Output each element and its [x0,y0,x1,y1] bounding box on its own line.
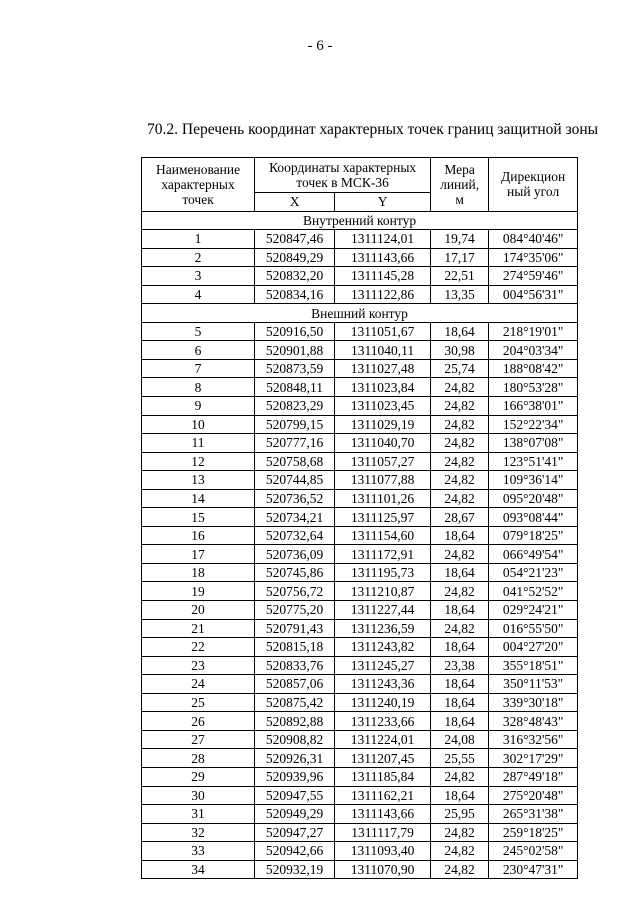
x-coordinate-cell: 520791,43 [255,619,335,638]
x-coordinate-cell: 520734,21 [255,508,335,527]
line-length-cell: 24,82 [431,434,489,453]
header-point-name: Наименование характерных точек [142,158,255,212]
table-row [142,285,578,304]
y-coordinate-cell: 1311124,01 [335,230,431,249]
line-length-cell: 24,82 [431,415,489,434]
x-coordinate-cell: 520848,11 [255,378,335,397]
point-number-cell: 26 [142,712,255,731]
direction-angle-cell: 016°55'50" [489,619,578,638]
direction-angle-cell: 328°48'43" [489,712,578,731]
direction-angle-cell: 316°32'56" [489,730,578,749]
direction-angle-cell: 218°19'01" [489,322,578,341]
y-coordinate-cell: 1311093,40 [335,842,431,861]
direction-angle-cell: 355°18'51" [489,656,578,675]
table-row [142,378,578,397]
point-number-cell: 25 [142,693,255,712]
table-row [142,823,578,842]
y-coordinate-cell: 1311243,82 [335,638,431,657]
line-length-cell: 18,64 [431,322,489,341]
direction-angle-cell: 109°36'14" [489,471,578,490]
line-length-cell: 18,64 [431,786,489,805]
y-coordinate-cell: 1311125,97 [335,508,431,527]
table-row [142,693,578,712]
line-length-cell: 28,67 [431,508,489,527]
direction-angle-cell: 095°20'48" [489,489,578,508]
line-length-cell: 19,74 [431,230,489,249]
x-coordinate-cell: 520916,50 [255,322,335,341]
direction-angle-cell: 188°08'42" [489,359,578,378]
table-row [142,805,578,824]
table-row [142,545,578,564]
x-coordinate-cell: 520736,09 [255,545,335,564]
point-number-cell: 27 [142,730,255,749]
x-coordinate-cell: 520926,31 [255,749,335,768]
line-length-cell: 18,64 [431,563,489,582]
y-coordinate-cell: 1311224,01 [335,730,431,749]
direction-angle-cell: 152°22'34" [489,415,578,434]
point-number-cell: 24 [142,675,255,694]
direction-angle-cell: 245°02'58" [489,842,578,861]
point-number-cell: 2 [142,248,255,267]
x-coordinate-cell: 520901,88 [255,341,335,360]
line-length-cell: 18,64 [431,601,489,620]
header-y: Y [335,193,431,212]
point-number-cell: 23 [142,656,255,675]
line-length-cell: 18,64 [431,638,489,657]
table-row [142,341,578,360]
direction-angle-cell: 350°11'53" [489,675,578,694]
point-number-cell: 20 [142,601,255,620]
table-row [142,452,578,471]
x-coordinate-cell: 520815,18 [255,638,335,657]
line-length-cell: 24,82 [431,545,489,564]
x-coordinate-cell: 520834,16 [255,285,335,304]
direction-angle-cell: 066°49'54" [489,545,578,564]
y-coordinate-cell: 1311077,88 [335,471,431,490]
header-coordinates: Координаты характерных точек в МСК-36 [255,158,431,193]
line-length-cell: 18,64 [431,675,489,694]
direction-angle-cell: 265°31'38" [489,805,578,824]
direction-angle-cell: 339°30'18" [489,693,578,712]
direction-angle-cell: 004°56'31" [489,285,578,304]
page-title: 70.2. Перечень координат характерных точек границ защитной зоны [147,121,599,138]
direction-angle-cell: 138°07'08" [489,434,578,453]
x-coordinate-cell: 520832,20 [255,267,335,286]
table-row [142,619,578,638]
line-length-cell: 22,51 [431,267,489,286]
table-row [142,860,578,879]
table-row [142,230,578,249]
y-coordinate-cell: 1311101,26 [335,489,431,508]
point-number-cell: 21 [142,619,255,638]
direction-angle-cell: 054°21'23" [489,563,578,582]
y-coordinate-cell: 1311023,45 [335,397,431,416]
y-coordinate-cell: 1311207,45 [335,749,431,768]
table-row [142,749,578,768]
line-length-cell: 24,82 [431,489,489,508]
table-row [142,601,578,620]
table-row [142,397,578,416]
table-row [142,656,578,675]
direction-angle-cell: 079°18'25" [489,526,578,545]
line-length-cell: 24,82 [431,767,489,786]
y-coordinate-cell: 1311172,91 [335,545,431,564]
y-coordinate-cell: 1311145,28 [335,267,431,286]
direction-angle-cell: 004°27'20" [489,638,578,657]
point-number-cell: 12 [142,452,255,471]
line-length-cell: 24,82 [431,582,489,601]
x-coordinate-cell: 520932,19 [255,860,335,879]
y-coordinate-cell: 1311162,21 [335,786,431,805]
point-number-cell: 6 [142,341,255,360]
point-number-cell: 5 [142,322,255,341]
direction-angle-cell: 275°20'48" [489,786,578,805]
y-coordinate-cell: 1311122,86 [335,285,431,304]
point-number-cell: 18 [142,563,255,582]
page-number: - 6 - [307,38,333,54]
x-coordinate-cell: 520942,66 [255,842,335,861]
table-row [142,359,578,378]
coordinates-table [141,157,578,879]
y-coordinate-cell: 1311236,59 [335,619,431,638]
point-number-cell: 29 [142,767,255,786]
x-coordinate-cell: 520939,96 [255,767,335,786]
y-coordinate-cell: 1311233,66 [335,712,431,731]
y-coordinate-cell: 1311040,11 [335,341,431,360]
x-coordinate-cell: 520857,06 [255,675,335,694]
point-number-cell: 4 [142,285,255,304]
table-row [142,786,578,805]
y-coordinate-cell: 1311227,44 [335,601,431,620]
line-length-cell: 23,38 [431,656,489,675]
line-length-cell: 24,82 [431,397,489,416]
table-row [142,582,578,601]
point-number-cell: 16 [142,526,255,545]
x-coordinate-cell: 520732,64 [255,526,335,545]
direction-angle-cell: 041°52'52" [489,582,578,601]
table-row [142,638,578,657]
point-number-cell: 32 [142,823,255,842]
table-row [142,675,578,694]
line-length-cell: 24,82 [431,823,489,842]
section-title: Внутренний контур [142,211,578,230]
header-line-length: Мера линий, м [431,158,489,212]
y-coordinate-cell: 1311240,19 [335,693,431,712]
y-coordinate-cell: 1311027,48 [335,359,431,378]
direction-angle-cell: 084°40'46" [489,230,578,249]
direction-angle-cell: 230°47'31" [489,860,578,879]
line-length-cell: 18,64 [431,712,489,731]
direction-angle-cell: 180°53'28" [489,378,578,397]
table-row [142,712,578,731]
direction-angle-cell: 204°03'34" [489,341,578,360]
point-number-cell: 15 [142,508,255,527]
point-number-cell: 13 [142,471,255,490]
point-number-cell: 1 [142,230,255,249]
line-length-cell: 18,64 [431,526,489,545]
line-length-cell: 25,74 [431,359,489,378]
y-coordinate-cell: 1311185,84 [335,767,431,786]
point-number-cell: 30 [142,786,255,805]
x-coordinate-cell: 520847,46 [255,230,335,249]
x-coordinate-cell: 520736,52 [255,489,335,508]
x-coordinate-cell: 520908,82 [255,730,335,749]
table-row [142,730,578,749]
direction-angle-cell: 029°24'21" [489,601,578,620]
x-coordinate-cell: 520745,86 [255,563,335,582]
point-number-cell: 17 [142,545,255,564]
line-length-cell: 30,98 [431,341,489,360]
y-coordinate-cell: 1311117,79 [335,823,431,842]
direction-angle-cell: 093°08'44" [489,508,578,527]
table-row [142,248,578,267]
header-direction-angle: Дирекцион ный угол [489,158,578,212]
point-number-cell: 31 [142,805,255,824]
y-coordinate-cell: 1311154,60 [335,526,431,545]
x-coordinate-cell: 520875,42 [255,693,335,712]
x-coordinate-cell: 520873,59 [255,359,335,378]
x-coordinate-cell: 520799,15 [255,415,335,434]
point-number-cell: 3 [142,267,255,286]
line-length-cell: 25,55 [431,749,489,768]
y-coordinate-cell: 1311057,27 [335,452,431,471]
line-length-cell: 25,95 [431,805,489,824]
line-length-cell: 24,08 [431,730,489,749]
direction-angle-cell: 274°59'46" [489,267,578,286]
section-title: Внешний контур [142,304,578,323]
x-coordinate-cell: 520758,68 [255,452,335,471]
point-number-cell: 14 [142,489,255,508]
table-row [142,322,578,341]
point-number-cell: 9 [142,397,255,416]
point-number-cell: 33 [142,842,255,861]
line-length-cell: 24,82 [431,619,489,638]
line-length-cell: 17,17 [431,248,489,267]
line-length-cell: 24,82 [431,378,489,397]
table-row [142,434,578,453]
direction-angle-cell: 166°38'01" [489,397,578,416]
x-coordinate-cell: 520947,55 [255,786,335,805]
header-x: X [255,193,335,212]
table-row [142,842,578,861]
x-coordinate-cell: 520833,76 [255,656,335,675]
y-coordinate-cell: 1311143,66 [335,248,431,267]
y-coordinate-cell: 1311029,19 [335,415,431,434]
y-coordinate-cell: 1311023,84 [335,378,431,397]
point-number-cell: 19 [142,582,255,601]
direction-angle-cell: 123°51'41" [489,452,578,471]
direction-angle-cell: 259°18'25" [489,823,578,842]
x-coordinate-cell: 520777,16 [255,434,335,453]
line-length-cell: 24,82 [431,842,489,861]
x-coordinate-cell: 520744,85 [255,471,335,490]
x-coordinate-cell: 520823,29 [255,397,335,416]
x-coordinate-cell: 520756,72 [255,582,335,601]
y-coordinate-cell: 1311243,36 [335,675,431,694]
table-row [142,526,578,545]
table-row [142,471,578,490]
y-coordinate-cell: 1311070,90 [335,860,431,879]
point-number-cell: 34 [142,860,255,879]
x-coordinate-cell: 520947,27 [255,823,335,842]
table-row [142,767,578,786]
table-body [142,211,578,879]
line-length-cell: 24,82 [431,452,489,471]
direction-angle-cell: 302°17'29" [489,749,578,768]
point-number-cell: 8 [142,378,255,397]
table-row [142,489,578,508]
direction-angle-cell: 174°35'06" [489,248,578,267]
point-number-cell: 11 [142,434,255,453]
line-length-cell: 18,64 [431,693,489,712]
point-number-cell: 7 [142,359,255,378]
line-length-cell: 24,82 [431,471,489,490]
point-number-cell: 28 [142,749,255,768]
x-coordinate-cell: 520949,29 [255,805,335,824]
y-coordinate-cell: 1311040,70 [335,434,431,453]
line-length-cell: 24,82 [431,860,489,879]
y-coordinate-cell: 1311195,73 [335,563,431,582]
point-number-cell: 10 [142,415,255,434]
y-coordinate-cell: 1311210,87 [335,582,431,601]
table-row [142,415,578,434]
line-length-cell: 13,35 [431,285,489,304]
point-number-cell: 22 [142,638,255,657]
x-coordinate-cell: 520892,88 [255,712,335,731]
y-coordinate-cell: 1311051,67 [335,322,431,341]
table-row [142,267,578,286]
direction-angle-cell: 287°49'18" [489,767,578,786]
x-coordinate-cell: 520775,20 [255,601,335,620]
y-coordinate-cell: 1311245,27 [335,656,431,675]
table-row [142,508,578,527]
table-row [142,563,578,582]
x-coordinate-cell: 520849,29 [255,248,335,267]
y-coordinate-cell: 1311143,66 [335,805,431,824]
